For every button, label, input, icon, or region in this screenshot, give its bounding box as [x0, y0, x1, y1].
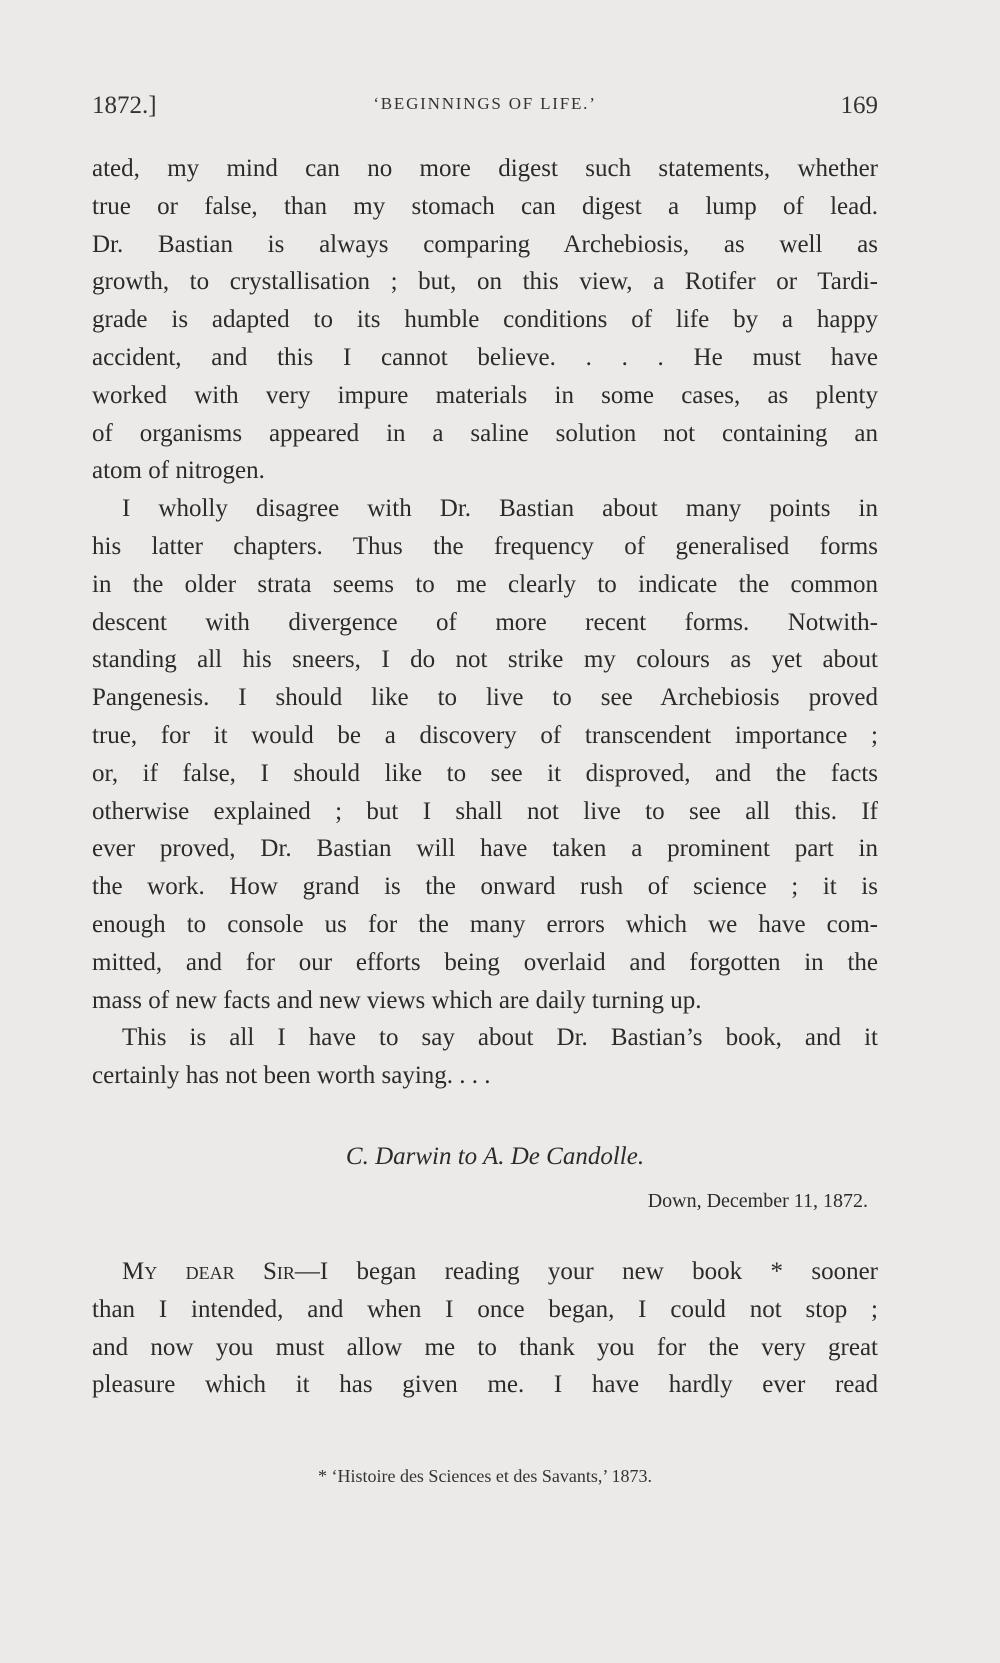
text-line: I wholly disagree with Dr. Bastian about many points in — [122, 495, 878, 523]
text-line: true or false, than my stomach can digest a lump of lead. — [92, 192, 878, 220]
text-line: and now you must allow me to thank you for the very great — [92, 1333, 878, 1361]
text-line: the work. How grand is the onward rush of science ; it is — [92, 873, 878, 901]
section-gap — [92, 1095, 878, 1135]
letter-line-text: —I began reading your new book * sooner — [294, 1257, 878, 1285]
letter-dateline: Down, December 11, 1872. — [647, 1189, 868, 1212]
text-line: true, for it would be a discovery of transcendent importance ; — [92, 721, 878, 749]
text-line: Dr. Bastian is always comparing Archebiosis, as well as — [92, 230, 878, 258]
text-line: enough to console us for the many errors which we have com- — [92, 910, 878, 938]
text-line: Pangenesis. I should like to live to see Archebiosis proved — [92, 684, 878, 712]
section-gap — [92, 1223, 878, 1253]
footnote: * ‘Histoire des Sciences et des Savants,’ 1873. — [317, 1466, 653, 1486]
text-line: mass of new facts and new views which are daily turning up. — [92, 986, 702, 1014]
page-number: 169 — [840, 92, 878, 119]
text-line: his latter chapters. Thus the frequency of generalised forms — [92, 532, 878, 560]
text-line: mitted, and for our efforts being overlaid and forgotten in the — [92, 948, 878, 976]
text-line: otherwise explained ; but I shall not live to see all this. If — [92, 797, 878, 825]
text-line: standing all his sneers, I do not strike my colours as yet about — [92, 646, 878, 674]
text-line: ated, my mind can no more digest such statements, whether — [92, 155, 878, 182]
letter-heading: C. Darwin to A. De Candolle. — [345, 1142, 645, 1170]
text-line: grade is adapted to its humble conditions of life by a happy — [92, 306, 878, 334]
text-line: or, if false, I should like to see it disproved, and the facts — [92, 759, 878, 787]
running-head-title: ‘BEGINNINGS OF LIFE.’ — [373, 94, 597, 113]
text-line: certainly has not been worth saying. . . . — [92, 1062, 491, 1090]
text-line: growth, to crystallisation ; but, on this view, a Rotifer or Tardi- — [92, 268, 878, 296]
text-line: in the older strata seems to me clearly to indicate the common — [92, 570, 878, 598]
text-line: This is all I have to say about Dr. Bastian’s book, and it — [122, 1024, 878, 1052]
running-head — [92, 92, 878, 126]
text-line: descent with divergence of more recent forms. Notwith- — [92, 608, 878, 636]
running-head-year: 1872.] — [92, 92, 157, 119]
main-text — [92, 150, 878, 1404]
text-line: than I intended, and when I once began, I could not stop ; — [92, 1295, 878, 1323]
letter-opening-line — [92, 1253, 878, 1291]
text-line: atom of nitrogen. — [92, 457, 265, 485]
text-line: of organisms appeared in a saline solution not containing an — [92, 419, 878, 447]
text-line: ever proved, Dr. Bastian will have taken a prominent part in — [92, 835, 878, 863]
text-line: pleasure which it has given me. I have hardly ever read — [92, 1371, 878, 1399]
text-line: worked with very impure materials in some cases, as plenty — [92, 381, 878, 409]
letter-salutation: My dear Sir — [122, 1257, 295, 1285]
text-line: accident, and this I cannot believe. . . . He must have — [92, 343, 878, 371]
